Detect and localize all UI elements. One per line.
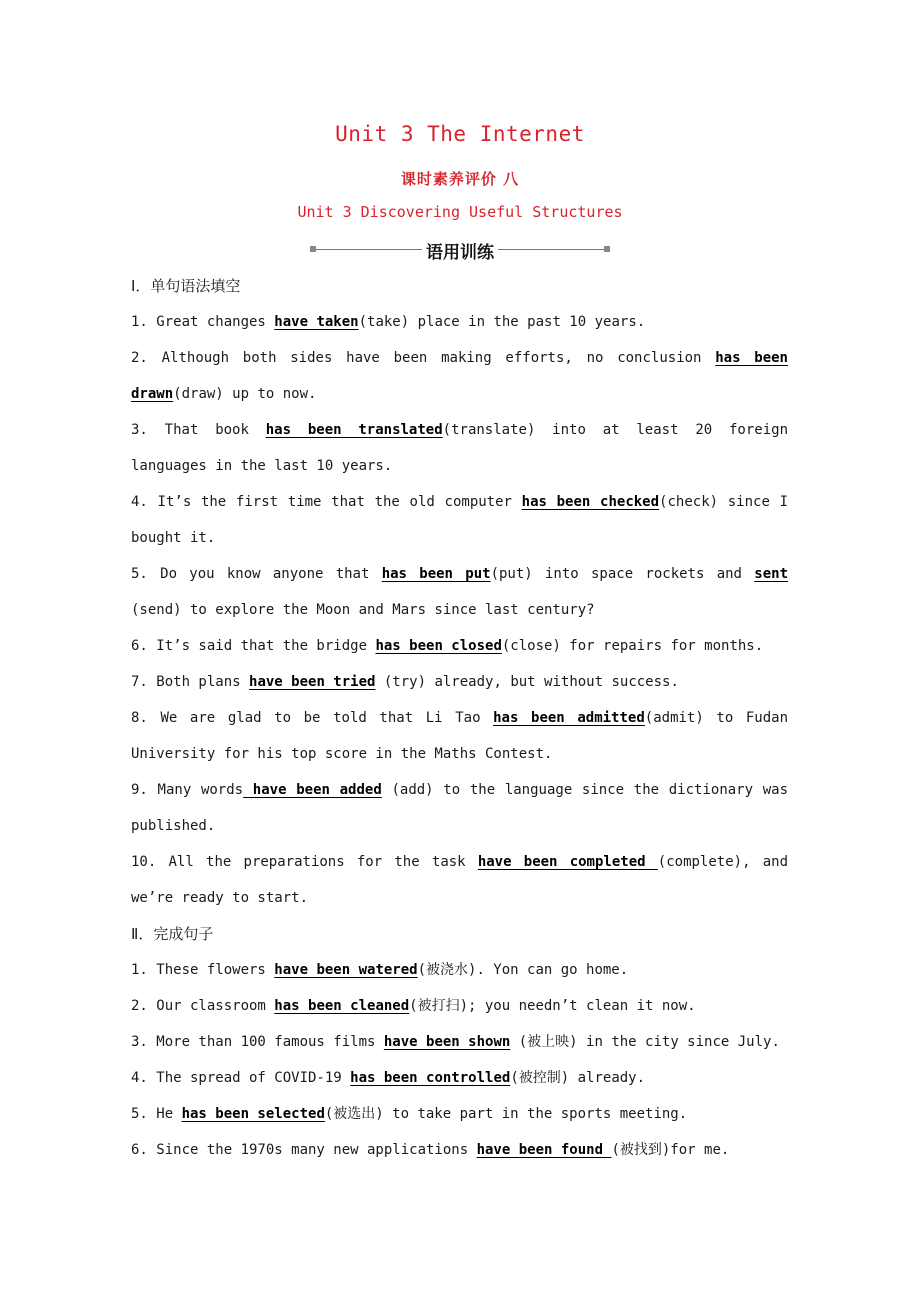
answer-blank: have been shown [383,1034,511,1050]
answer-blank-2: sent [754,566,788,582]
exercise-item-1-10: 10. All the preparations for the task have been completed (complete), and we’re ready to start. [131,854,789,906]
exercise-item-2-1: 1. These flowers have been watered(被浇水). Yon can go home. [131,962,629,978]
section-divider [310,238,610,262]
exercise-item-1-4: 4. It’s the first time that the old computer has been checked(check) since I bought it. [131,494,789,546]
answer-blank: have been found [476,1142,612,1158]
exercise-item-2-5: 5. He has been selected(被选出) to take part in the sports meeting. [131,1106,688,1122]
answer-blank: has been put [381,566,491,582]
exercise-content [131,268,788,1168]
divider-cap-right [604,246,610,252]
exercise-item-1-1: 1. Great changes have taken(take) place in the past 10 years. [131,314,646,330]
exercise-item-1-5: 5. Do you know anyone that has been put(put) into space rockets and sent (send) to explore the Moon and Mars since last century? [131,566,788,618]
answer-blank: have been watered [274,962,418,978]
exercise-item-1-3: 3. That book has been translated(translate) into at least 20 foreign languages in the last 10 years. [131,422,789,474]
answer-blank: has been closed [375,638,502,654]
answer-blank: has been controlled [350,1070,511,1086]
unit-title: Unit 3 The Internet [335,122,585,146]
part-1-heading: Ⅰ．单句语法填空 [131,277,241,295]
divider-label: 语用训练 [426,243,494,263]
exercise-item-2-2: 2. Our classroom has been cleaned(被打扫); you needn’t clean it now. [131,998,696,1014]
section-heading: Unit 3 Discovering Useful Structures [297,203,623,221]
exercise-item-1-7: 7. Both plans have been tried (try) already, but without success. [131,674,679,690]
answer-blank: have taken [274,314,359,330]
exercise-item-2-4: 4. The spread of COVID-19 has been controlled(被控制) already. [131,1070,646,1086]
exercise-item-2-3: 3. More than 100 famous films have been shown (被上映) in the city since July. [131,1034,780,1050]
answer-blank: has been checked [521,494,660,510]
part-2-heading: Ⅱ．完成句子 [131,925,214,943]
answer-blank: has been admitted [493,710,645,726]
answer-blank: have been tried [249,674,376,690]
divider-line-right [498,249,604,250]
exercise-item-1-9: 9. Many words have been added (add) to the language since the dictionary was published. [131,782,789,834]
answer-blank: has been selected [181,1106,325,1122]
answer-blank: has been translated [265,422,443,438]
exercise-item-1-8: 8. We are glad to be told that Li Tao has been admitted(admit) to Fudan University for his top score in the Maths Contest. [131,710,789,762]
answer-blank: has been drawn [131,350,788,402]
answer-blank: have been added [243,782,382,798]
lesson-subtitle: 课时素养评价 八 [400,170,520,188]
answer-blank: have been completed [477,854,658,870]
exercise-item-1-6: 6. It’s said that the bridge has been closed(close) for repairs for months. [131,638,764,654]
exercise-item-1-2: 2. Although both sides have been making efforts, no conclusion has been drawn(draw) up to now. [131,350,788,402]
answer-blank: has been cleaned [274,998,410,1014]
exercise-item-2-6: 6. Since the 1970s many new applications have been found (被找到)for me. [131,1142,730,1158]
